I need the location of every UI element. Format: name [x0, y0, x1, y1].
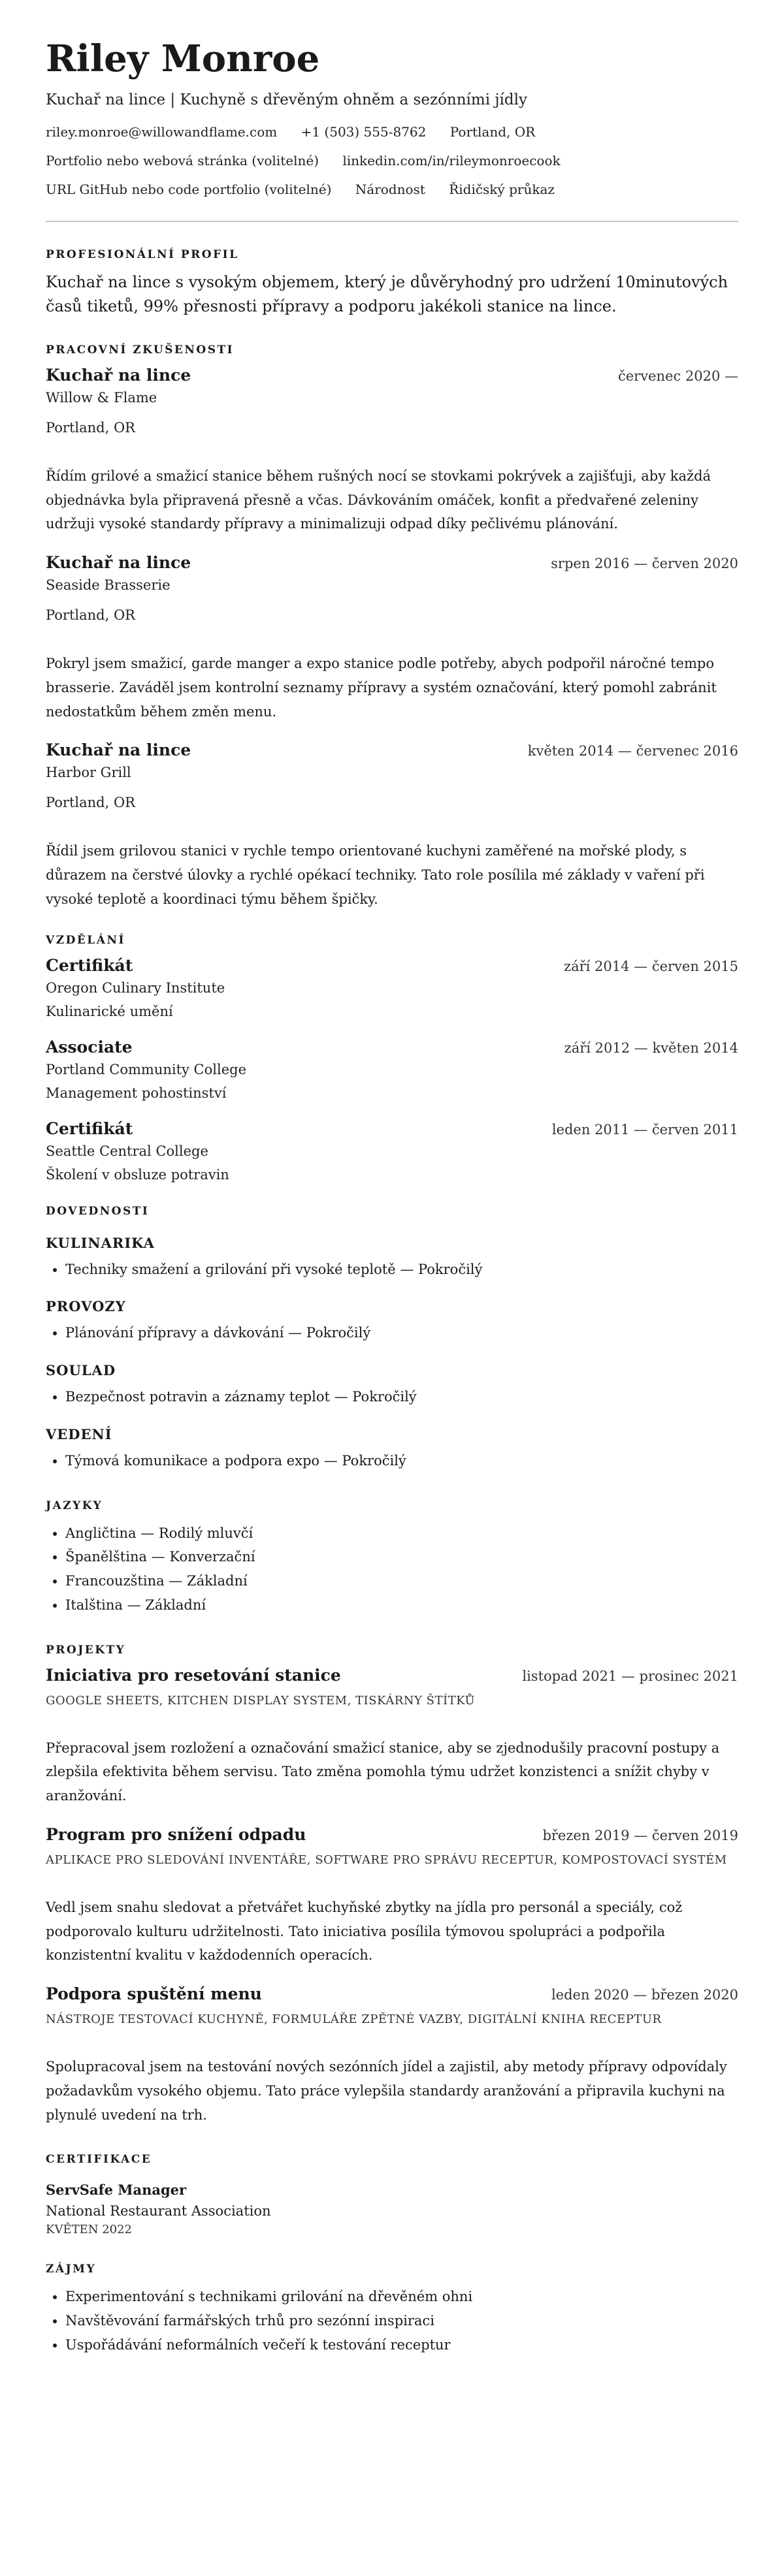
experience-entry: [46, 366, 738, 536]
project-description: Spolupracoval jsem na testování nových sezónních jídel a zajistil, aby metody přípravy odpovídaly požadavkům vysokého objemu. Tato práce vylepšila standardy aranžování a připravila kuchyni na plynulé uvedení na trh.: [46, 2059, 727, 2123]
project-technologies: NÁSTROJE TESTOVACÍ KUCHYNĚ, FORMULÁŘE ZPĚTNÉ VAZBY, DIGITÁLNÍ KNIHA RECEPTUR: [46, 2012, 662, 2027]
project-name: Iniciativa pro resetování stanice: [46, 1665, 341, 1685]
location-text: Portland, OR: [449, 123, 536, 140]
interest-item: • Uspořádávání neformálních večeří k testování receptur: [65, 2333, 738, 2357]
job-location: Portland, OR: [46, 607, 135, 624]
linkedin-link[interactable]: linkedin.com/in/rileymonroecook: [342, 152, 561, 168]
languages-section: [46, 1499, 738, 1617]
skill-category: VEDENÍ: [46, 1425, 112, 1442]
project-technologies: GOOGLE SHEETS, KITCHEN DISPLAY SYSTEM, TISKÁRNY ŠTÍTKŮ: [46, 1693, 476, 1708]
job-dates: květen 2014 — červenec 2016: [527, 743, 738, 759]
skill-category: KULINARIKA: [46, 1234, 155, 1251]
education-dates: leden 2011 — červen 2011: [551, 1121, 738, 1137]
project-entry: [46, 1666, 738, 1808]
project-description: Vedl jsem snahu sledovat a přetvářet kuchyňské zbytky na jídla pro personál a speciály, což podporovalo kulturu udržitelnosti. Tato iniciativa posílila týmovou spolupráci a podpořila konzistentní kvalitu v každodenních operacích.: [46, 1899, 683, 1964]
projects-section: [46, 1644, 738, 2127]
degree-title: Certifikát: [46, 955, 133, 975]
nationality-text: Národnost: [355, 181, 425, 197]
contact-row-1: [46, 124, 738, 140]
skills-section: [46, 1205, 738, 1473]
skill-category: PROVOZY: [46, 1298, 126, 1315]
certification-issuer: National Restaurant Association: [46, 2203, 271, 2219]
interests-section-title: ZÁJMY: [46, 2263, 97, 2276]
job-title: Kuchař na lince: [46, 740, 191, 760]
language-item: • Španělština — Konverzační: [65, 1545, 738, 1569]
education-dates: září 2012 — květen 2014: [564, 1040, 738, 1056]
languages-section-title: JAZYKY: [46, 1499, 103, 1512]
job-title: Kuchař na lince: [46, 365, 191, 385]
education-entry: [46, 1038, 738, 1101]
education-dates: září 2014 — červen 2015: [564, 958, 738, 974]
project-technologies: APLIKACE PRO SLEDOVÁNÍ INVENTÁŘE, SOFTWARE PRO SPRÁVU RECEPTUR, KOMPOSTOVACÍ SYSTÉM: [46, 1852, 727, 1867]
skill-item: • Techniky smažení a grilování při vysoké teplotě — Pokročilý: [65, 1258, 738, 1282]
candidate-name: Riley Monroe: [46, 37, 320, 80]
email-link[interactable]: riley.monroe@willowandflame.com: [46, 123, 278, 140]
job-description: Řídil jsem grilovou stanici v rychle tempo orientované kuchyni zaměřené na mořské plody, s důrazem na čerstvé úlovky a rychlé opékací techniky. Tato role posílila mé základy v vaření při vysoké teplotě a koordinaci týmu během špičky.: [46, 843, 705, 907]
project-entry: [46, 1984, 738, 2127]
certification-date: KVĚTEN 2022: [46, 2223, 133, 2237]
job-dates: červenec 2020 —: [617, 368, 738, 384]
interest-item: • Navštěvování farmářských trhů pro sezónní inspiraci: [65, 2309, 738, 2333]
certifications-section-title: CERTIFIKACE: [46, 2153, 152, 2167]
project-name: Podpora spuštění menu: [46, 1984, 262, 2004]
experience-entry: [46, 740, 738, 911]
study-field: Školení v obsluze potravin: [46, 1166, 229, 1183]
job-dates: srpen 2016 — červen 2020: [551, 556, 738, 572]
contact-row-3: [46, 182, 738, 197]
skill-item: • Bezpečnost potravin a záznamy teplot — Pokročilý: [65, 1385, 738, 1409]
profile-summary: Kuchař na lince s vysokým objemem, který je důvěryhodný pro udržení 10minutových časů tiketů, 99% přesnosti přípravy a podporu jakékoli stanice na lince.: [46, 272, 728, 315]
degree-title: Certifikát: [46, 1119, 133, 1138]
study-field: Management pohostinství: [46, 1085, 227, 1101]
license-text: Řidičský průkaz: [449, 181, 555, 197]
interests-section: [46, 2263, 738, 2357]
education-entry: [46, 1119, 738, 1183]
job-title: Kuchař na lince: [46, 553, 191, 573]
project-dates: listopad 2021 — prosinec 2021: [522, 1668, 738, 1684]
project-description: Přepracoval jsem rozložení a označování smažicí stanice, aby se zjednodušily pracovní postupy a zlepšila efektivita během servisu. Tato změna pomohla týmu udržet konzistenci a snížit chyby v aranžování.: [46, 1740, 720, 1804]
language-item: • Italština — Základní: [65, 1593, 738, 1617]
contact-row-2: [46, 153, 738, 168]
language-item: • Angličtina — Rodilý mluvčí: [65, 1521, 738, 1546]
project-entry: [46, 1825, 738, 1967]
language-item: • Francouzština — Základní: [65, 1569, 738, 1593]
job-location: Portland, OR: [46, 795, 135, 811]
education-section-title: VZDĚLÁNÍ: [46, 933, 125, 947]
experience-entry: [46, 553, 738, 724]
degree-title: Associate: [46, 1037, 133, 1057]
job-description: Řídím grilové a smažicí stanice během rušných nocí se stovkami pokrývek a zajišťuji, aby každá objednávka byla připravená přesně a včas. Dávkováním omáček, konfit a předvařené zeleniny udržuji vysoké standardy přípravy a minimalizuji odpad díky pečlivému plánování.: [46, 468, 711, 532]
profile-section-title: PROFESIONÁLNÍ PROFIL: [46, 247, 239, 261]
certification-name: ServSafe Manager: [46, 2182, 187, 2199]
school-name: Oregon Culinary Institute: [46, 979, 225, 996]
job-company: Seaside Brasserie: [46, 577, 171, 594]
education-entry: [46, 956, 738, 1019]
portfolio-link[interactable]: Portfolio nebo webová stránka (volitelné): [46, 152, 319, 168]
header-divider: [46, 221, 738, 222]
education-section: [46, 934, 738, 1183]
job-company: Willow & Flame: [46, 389, 157, 405]
certifications-section: [46, 2153, 738, 2236]
headline: Kuchař na lince | Kuchyně s dřevěným ohněm a sezónními jídly: [46, 91, 527, 108]
school-name: Portland Community College: [46, 1061, 247, 1077]
skill-item: • Týmová komunikace a podpora expo — Pokročilý: [65, 1449, 738, 1473]
experience-section-title: PRACOVNÍ ZKUŠENOSTI: [46, 343, 235, 357]
skill-item: • Plánování přípravy a dávkování — Pokročilý: [65, 1321, 738, 1345]
skills-section-title: DOVEDNOSTI: [46, 1204, 150, 1218]
skill-category: SOULAD: [46, 1362, 116, 1379]
study-field: Kulinarické umění: [46, 1003, 173, 1019]
job-description: Pokryl jsem smažicí, garde manger a expo stanice podle potřeby, abych podpořil náročné tempo brasserie. Zaváděl jsem kontrolní seznamy přípravy a systém označování, který pomohl zabránit nedostatkům během změn menu.: [46, 656, 717, 720]
projects-section-title: PROJEKTY: [46, 1643, 126, 1657]
school-name: Seattle Central College: [46, 1143, 208, 1159]
interest-item: • Experimentování s technikami grilování na dřevěném ohni: [65, 2285, 738, 2309]
experience-section: [46, 343, 738, 912]
job-company: Harbor Grill: [46, 765, 131, 781]
job-location: Portland, OR: [46, 419, 135, 436]
project-dates: leden 2020 — březen 2020: [551, 1987, 738, 2003]
phone-text: +1 (503) 555-8762: [301, 123, 427, 140]
github-link[interactable]: URL GitHub nebo code portfolio (volitelné): [46, 181, 332, 197]
project-dates: březen 2019 — červen 2019: [542, 1827, 738, 1843]
project-name: Program pro snížení odpadu: [46, 1824, 306, 1844]
